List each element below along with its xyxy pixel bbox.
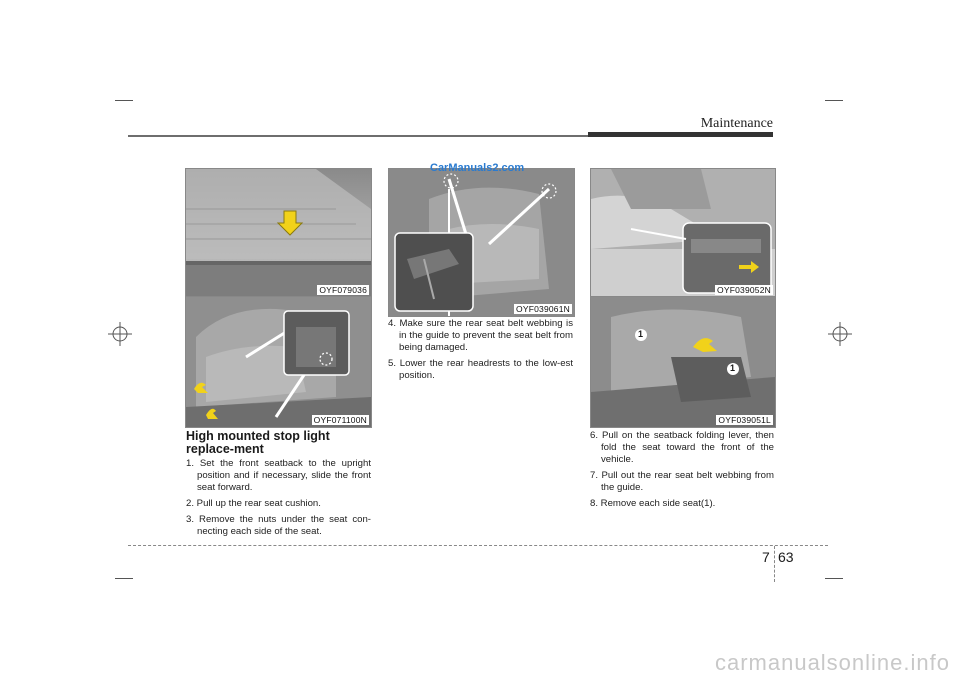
chapter-number: 7 xyxy=(762,549,770,565)
step-item: 7. Pull out the rear seat belt webbing from the guide. xyxy=(590,470,774,493)
page-header-title: Maintenance xyxy=(700,116,773,131)
crop-mark-top-right xyxy=(825,100,843,101)
step-item: 3. Remove the nuts under the seat con-necting each side of the seat. xyxy=(186,514,371,537)
registration-mark-left xyxy=(108,322,132,346)
step-item: 6. Pull on the seatback folding lever, then fold the seat toward the front of the vehicle. xyxy=(590,430,774,465)
figure-code: OYF039061N xyxy=(516,304,570,314)
registration-mark-right xyxy=(828,322,852,346)
crop-mark-bottom-left xyxy=(115,578,133,579)
section-title: High mounted stop light replace-ment xyxy=(186,429,330,456)
figure-trunk-lever xyxy=(590,168,776,298)
figure-code: OYF039052N xyxy=(717,285,771,295)
header-accent-bar xyxy=(588,132,773,137)
watermark: CarManuals2.com xyxy=(430,162,525,174)
figure-code: OYF079036 xyxy=(319,285,367,295)
step-item: 5. Lower the rear headrests to the low-est position. xyxy=(388,358,573,381)
footer-divider xyxy=(774,546,775,582)
figure-code: OYF039051L xyxy=(718,415,771,425)
figure-seat-belt-guide xyxy=(388,168,575,317)
page-number: 63 xyxy=(778,549,794,565)
figure-rear-window xyxy=(185,168,372,298)
step-item: 1. Set the front seatback to the upright position and if necessary, slide the front seat forward. xyxy=(186,458,371,493)
callout-number: 1 xyxy=(638,329,644,339)
steps-column-3 xyxy=(590,430,774,514)
figure-rear-seat-nuts xyxy=(185,296,372,428)
crop-mark-top-left xyxy=(115,100,133,101)
steps-column-2 xyxy=(388,318,573,386)
step-item: 8. Remove each side seat(1). xyxy=(590,498,716,509)
step-item: 4. Make sure the rear seat belt webbing is in the guide to prevent the seat belt from being damaged. xyxy=(388,318,573,353)
figure-seat-removal xyxy=(590,296,776,428)
steps-column-1 xyxy=(186,458,371,542)
crop-mark-bottom-right xyxy=(825,578,843,579)
site-watermark: carmanualsonline.info xyxy=(714,650,950,675)
footer-rule xyxy=(128,545,828,546)
step-item: 2. Pull up the rear seat cushion. xyxy=(186,498,321,509)
figure-code: OYF071100N xyxy=(313,415,367,425)
callout-number: 1 xyxy=(730,363,736,373)
